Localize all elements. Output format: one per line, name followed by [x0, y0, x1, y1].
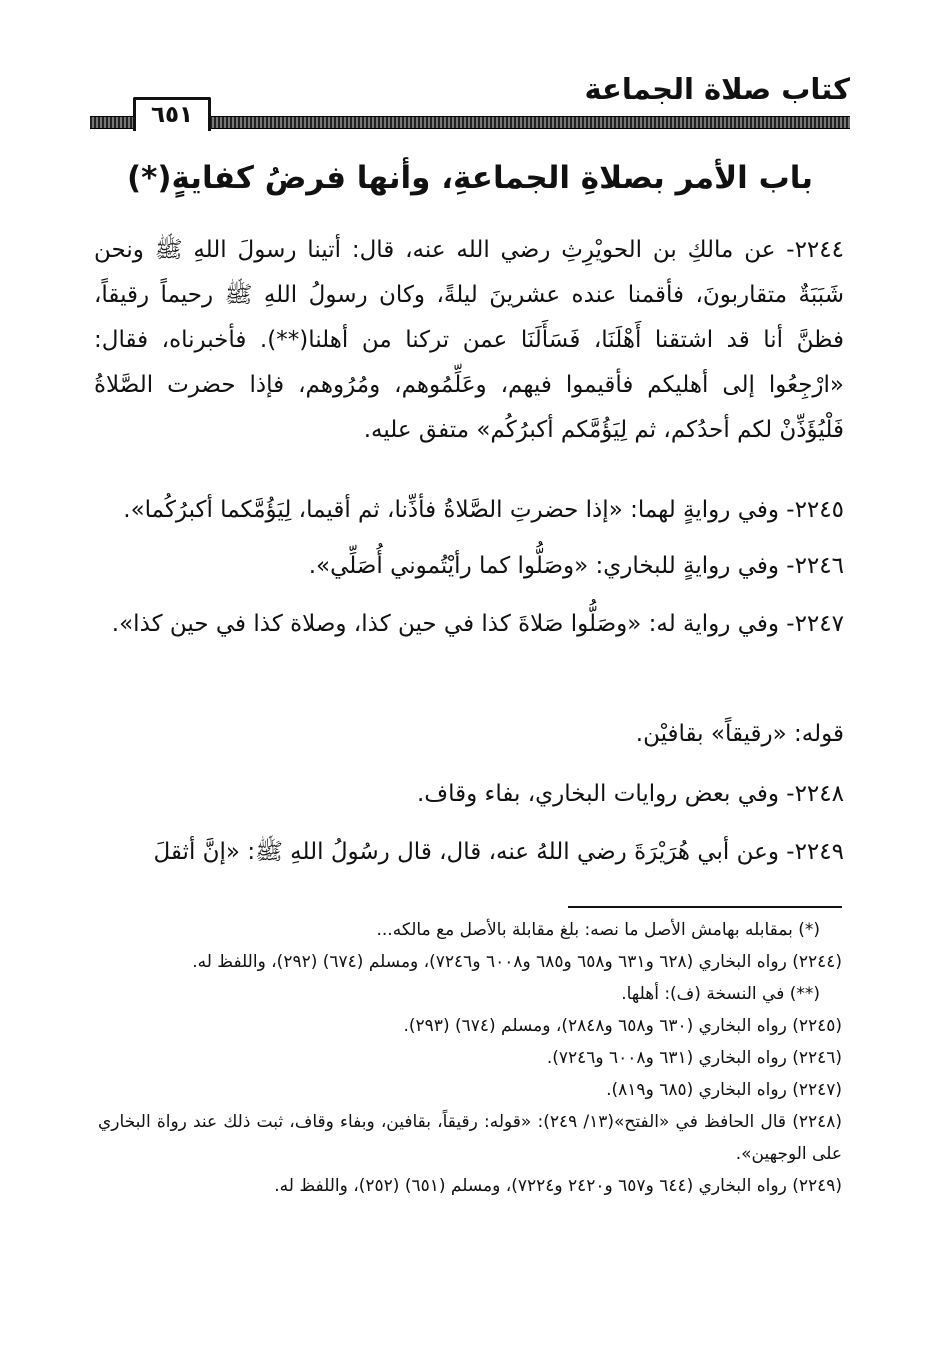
footnote-2247: (٢٢٤٧) رواه البخاري (٦٨٥ و٨١٩). — [606, 1080, 842, 1100]
hadith-2248: ٢٢٤٨- وفي بعض روايات البخاري، بفاء وقاف. — [416, 781, 844, 807]
hadith-2249: ٢٢٤٩- وعن أبي هُرَيْرَةَ رضي اللهُ عنه، قال، قال رسُولُ اللهِ ﷺ: «إنَّ أثقلَ — [153, 839, 844, 865]
footnote-2248: (٢٢٤٨) قال الحافظ في «الفتح»(١٣/ ٢٤٩): «قوله: رقيقاً، بقافين، وبفاء وقاف، ثبت ذلك عند رواة البخاري على الوجهين». — [98, 1112, 842, 1164]
hadith-2246: ٢٢٤٦- وفي روايةٍ للبخاري: «وصَلُّوا كما رأيْتُموني أُصَلِّي». — [308, 553, 844, 579]
footnote-2246: (٢٢٤٦) رواه البخاري (٦٣١ و٦٠٠٨ و٧٢٤٦). — [546, 1048, 842, 1068]
running-title: كتاب صلاة الجماعة — [584, 72, 850, 106]
footnote-2249: (٢٢٤٩) رواه البخاري (٦٤٤ و٦٥٧ و٢٤٢٠ و٧٢٢٤)، ومسلم (٦٥١) (٢٥٢)، واللفظ له. — [274, 1176, 842, 1196]
footnote-2245: (٢٢٤٥) رواه البخاري (٦٣٠ و٦٥٨ و٢٨٤٨)، ومسلم (٦٧٤) (٢٩٣). — [403, 1016, 842, 1036]
footnote-2244: (٢٢٤٤) رواه البخاري (٦٢٨ و٦٣١ و٦٥٨ و٦٨٥ و٦٠٠٨ و٧٢٤٦)، ومسلم (٦٧٤) (٢٩٢)، واللفظ له. — [192, 952, 842, 972]
hadith-2245: ٢٢٤٥- وفي روايةٍ لهما: «إذا حضرتِ الصَّلاةُ فأذِّنا، ثم أقيما، لِيَؤُمَّكما أكبرُكُما». — [123, 497, 844, 523]
chapter-heading: باب الأمر بصلاةِ الجماعةِ، وأنها فرضُ كفايةٍ(*) — [126, 160, 814, 196]
footnote-double-star: (**) في النسخة (ف): أهلها. — [621, 984, 820, 1004]
footnote-star: (*) بمقابله بهامش الأصل ما نصه: بلغ مقابلة بالأصل مع مالكه... — [376, 920, 820, 940]
footnotes — [98, 914, 842, 1202]
explanation-line: قوله: «رقيقاً» بقافيْن. — [635, 721, 844, 747]
hadith-2247: ٢٢٤٧- وفي رواية له: «وصَلُّوا صَلاةَ كذا في حين كذا، وصلاة كذا في حين كذا». — [111, 611, 844, 637]
hadith-2244: ٢٢٤٤- عن مالكِ بن الحويْرِثِ رضي الله عنه، قال: أتينا رسولَ اللهِ ﷺ ونحن شَبَبَةٌ متقاربونَ، فأقمنا عنده عشرينَ ليلةً، وكان رسولُ اللهِ ﷺ رحيماً رقيقاً، فظنَّ أنا قد اشتقنا أَهْلَنَا، فَسَأَلَنَا عمن تركنا من أهلنا(**). فأخبرناه، فقال: «ارْجِعُوا إلى أهليكم فأقيموا فيهم، وعَلِّمُوهم، ومُرُوهم، فإذا حضرت الصَّلاةُ فَلْيُؤَذِّنْ لكم أحدُكم، ثم لِيَؤُمَّكم أكبرُكُم» متفق عليه. — [94, 237, 844, 443]
page-number: ٦٥١ — [133, 97, 211, 131]
footnote-rule — [568, 906, 842, 908]
